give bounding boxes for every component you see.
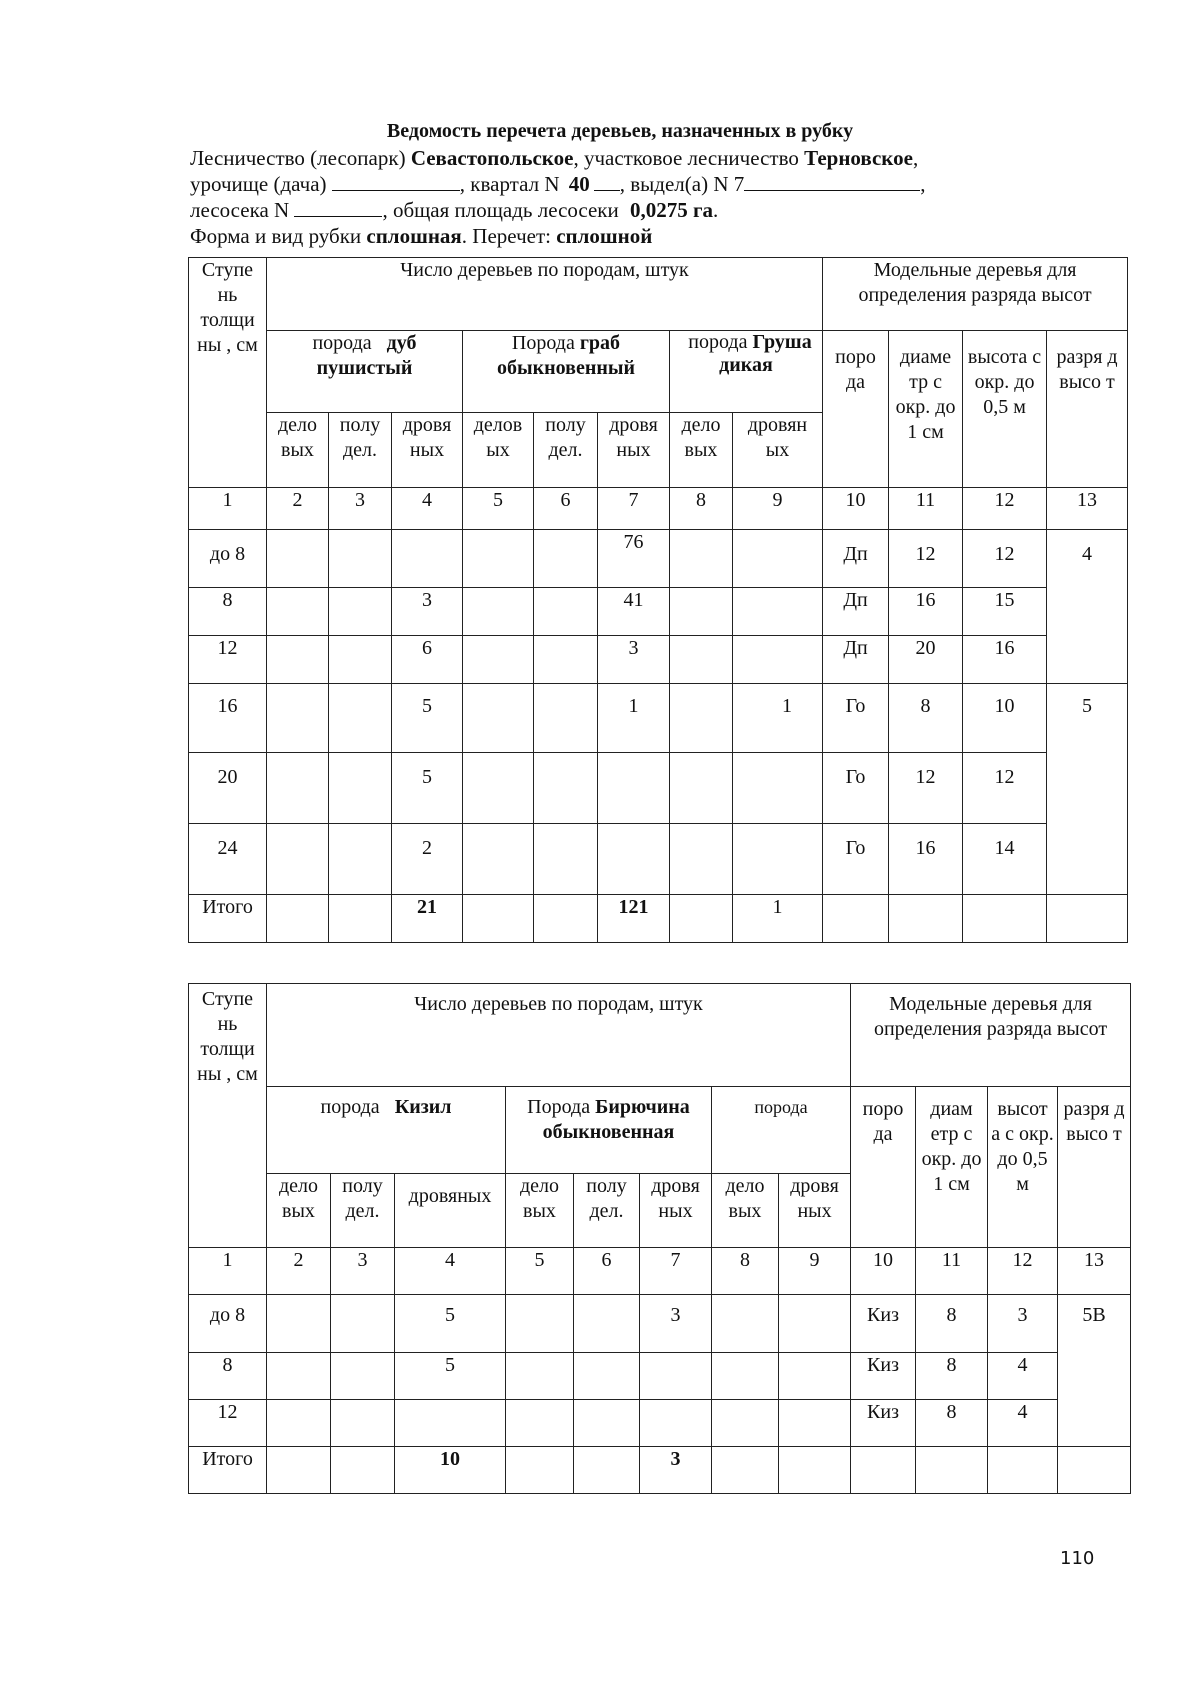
subcol-firewood: дровя ных bbox=[392, 413, 463, 488]
step-column-header: Ступе нь толщи ны , см bbox=[189, 984, 267, 1248]
height-rank-cell: 5 bbox=[1047, 684, 1128, 895]
species-group-header: Число деревьев по породам, штук bbox=[267, 258, 823, 331]
header-line-form: Форма и вид рубки сплошная. Перечет: сплошной bbox=[190, 224, 653, 248]
district-name: Терновское bbox=[804, 146, 913, 170]
table-row: 12 6 3 Дп 20 16 bbox=[189, 636, 1128, 684]
cutting-area-blank bbox=[294, 198, 382, 217]
header-line-area: лесосека N , общая площадь лесосеки 0,0275 га. bbox=[190, 198, 719, 222]
page-number: 110 bbox=[1060, 1548, 1095, 1569]
tally-table-1 bbox=[188, 257, 1128, 943]
column-numbers-row: 1 2 3 4 5 6 7 8 9 10 11 12 13 bbox=[189, 488, 1128, 530]
header-line-location: урочище (дача) , квартал N 40 , выдел(а) N 7 , bbox=[190, 172, 926, 196]
table-row: 8 3 41 Дп 16 15 bbox=[189, 588, 1128, 636]
subcol-firewood: дровя ных bbox=[779, 1174, 851, 1248]
subcol-business: делов ых bbox=[463, 413, 534, 488]
model-col-height: высот а с окр. до 0,5 м bbox=[988, 1087, 1058, 1248]
table-row: 12 Киз 8 4 bbox=[189, 1400, 1131, 1447]
count-type: сплошной bbox=[556, 224, 653, 248]
species-header: порода bbox=[712, 1087, 851, 1174]
species-header: Порода Бирючина обыкновенная bbox=[506, 1087, 712, 1174]
model-trees-header: Модельные деревья для определения разряда высот bbox=[823, 258, 1128, 331]
subcol-business: дело вых bbox=[712, 1174, 779, 1248]
subcol-business: дело вых bbox=[267, 413, 329, 488]
subcol-semi: полу дел. bbox=[329, 413, 392, 488]
table-row: 24 2 Го 16 14 bbox=[189, 824, 1128, 895]
species-header: Порода граб обыкновенный bbox=[463, 331, 670, 413]
header-line-forestry: Лесничество (лесопарк) Севастопольское, участковое лесничество Терновское, bbox=[190, 146, 919, 170]
model-col-species: поро да bbox=[851, 1087, 916, 1248]
forestry-name: Севастопольское bbox=[410, 146, 574, 170]
species-header: порода дуб пушистый bbox=[267, 331, 463, 413]
column-numbers-row: 1 2 3 4 5 6 7 8 9 10 11 12 13 bbox=[189, 1248, 1131, 1295]
subcol-firewood: дровяных bbox=[395, 1174, 506, 1248]
model-col-rank: разря д высо т bbox=[1058, 1087, 1131, 1248]
model-col-species: поро да bbox=[823, 331, 889, 488]
tract-blank bbox=[332, 172, 460, 191]
model-col-height: высота с окр. до 0,5 м bbox=[963, 331, 1047, 488]
table-row: 16 5 1 1 Го 8 10 5 bbox=[189, 684, 1128, 753]
plot-number: 7 bbox=[733, 172, 745, 196]
tally-table-2 bbox=[188, 983, 1131, 1494]
table-row: до 8 5 3 Киз 8 3 5В bbox=[189, 1295, 1131, 1353]
model-col-diameter: диаме тр с окр. до 1 см bbox=[889, 331, 963, 488]
total-row: Итого 21 121 1 bbox=[189, 895, 1128, 943]
subcol-firewood: дровя ных bbox=[598, 413, 670, 488]
cutting-area-size: 0,0275 га bbox=[630, 198, 714, 222]
table-row: до 8 76 Дп 12 12 4 bbox=[189, 530, 1128, 588]
height-rank-cell: 4 bbox=[1047, 530, 1128, 684]
model-trees-header: Модельные деревья для определения разряда высот bbox=[851, 984, 1131, 1087]
document-header bbox=[190, 118, 1050, 249]
species-header: порода Кизил bbox=[267, 1087, 506, 1174]
model-col-rank: разря д высо т bbox=[1047, 331, 1128, 488]
subcol-business: дело вых bbox=[506, 1174, 574, 1248]
total-row: Итого 10 3 bbox=[189, 1447, 1131, 1494]
species-group-header: Число деревьев по породам, штук bbox=[267, 984, 851, 1087]
subcol-semi: полу дел. bbox=[534, 413, 598, 488]
quarter-number: 40 bbox=[568, 172, 590, 196]
subcol-business: дело вых bbox=[267, 1174, 331, 1248]
subcol-semi: полу дел. bbox=[331, 1174, 395, 1248]
model-col-diameter: диам етр с окр. до 1 см bbox=[916, 1087, 988, 1248]
step-column-header: Ступе нь толщи ны , см bbox=[189, 258, 267, 488]
table-row: 20 5 Го 12 12 bbox=[189, 753, 1128, 824]
cutting-form: сплошная bbox=[366, 224, 462, 248]
height-rank-cell: 5В bbox=[1058, 1295, 1131, 1447]
subcol-business: дело вых bbox=[670, 413, 733, 488]
document-title: Ведомость перечета деревьев, назначенных в рубку bbox=[386, 120, 854, 142]
subcol-firewood: дровян ых bbox=[733, 413, 823, 488]
table-row: 8 5 Киз 8 4 bbox=[189, 1353, 1131, 1400]
species-header: порода Груша дикая bbox=[670, 331, 823, 413]
subcol-semi: полу дел. bbox=[574, 1174, 640, 1248]
subcol-firewood: дровя ных bbox=[640, 1174, 712, 1248]
